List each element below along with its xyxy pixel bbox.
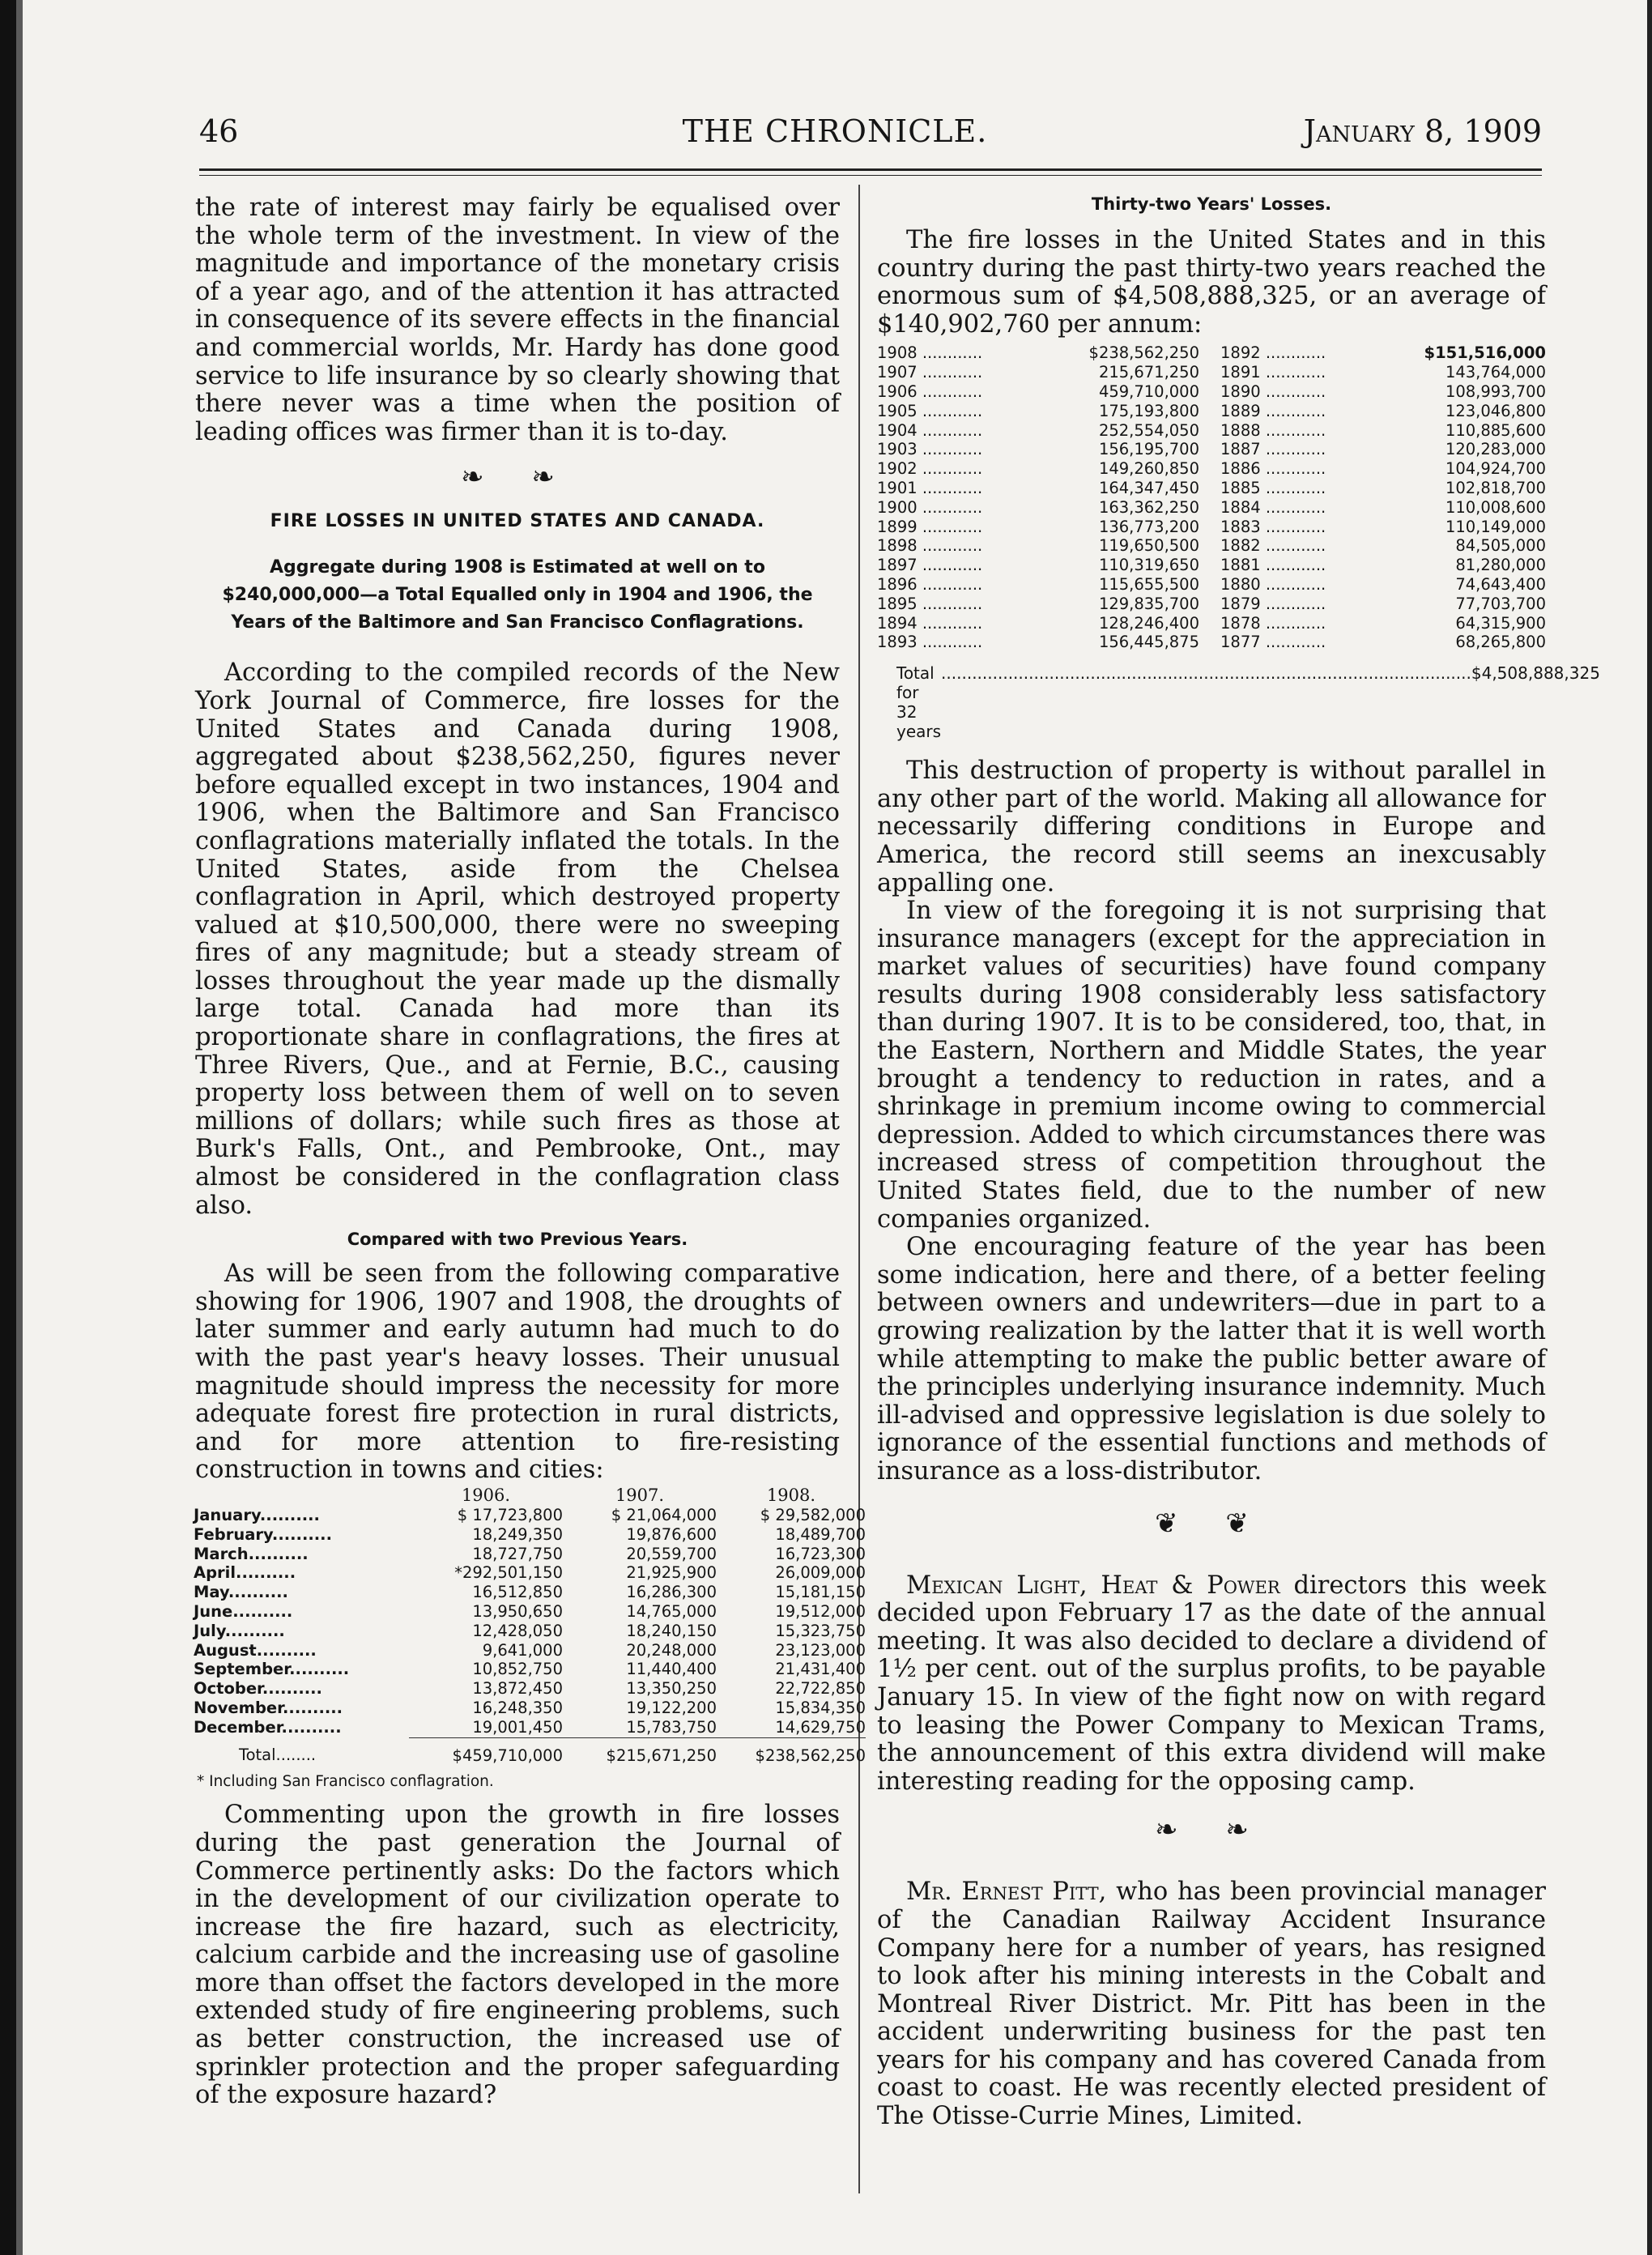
table-cell: 22,722,850 [775, 1679, 866, 1699]
table-cell: 16,248,350 [472, 1698, 563, 1717]
month-label: May [194, 1583, 228, 1602]
table-cell: 19,001,450 [472, 1717, 563, 1737]
section-heading: Thirty-two Years' Losses. [1091, 194, 1332, 214]
right-column [877, 194, 1600, 2131]
table-cell: 20,559,700 [626, 1544, 717, 1563]
table-row [877, 343, 1546, 363]
month-cell: October.......... [194, 1679, 322, 1699]
table-cell: 110,008,600 [1445, 497, 1546, 517]
table-row [194, 1641, 866, 1660]
table-cell: 143,764,000 [1445, 363, 1546, 382]
paragraph: According to the compiled records of the New York Journal of Commerce, fire losses for the United States and Canada during 1908, aggregated about $238,562,250, figures never before equalled except in two instances, 1904 and 1906, when the Baltimore and San Francisco conflagrations materially inflated the totals. In the United States, aside from the Chelsea conflagration in April, which destroyed property valued at $10,500,000, there were no sweeping fires of any magnitude; but a steady stream of losses throughout the year made up the dismally large total. Canada had more than its proportionate share in conflagrations, the fires at Three Rivers, Que., and at Fernie, B.C., causing property loss between them of well on to seven millions of dollars; while such fires as those at Burk's Falls, Ont., and Pembrooke, Ont., may almost be considered in the conflagration class also. [195, 659, 840, 1220]
table-cell: $459,710,000 [409, 1737, 563, 1765]
table-cell: 64,315,900 [1455, 613, 1546, 633]
year-cell: 1905 ............ [877, 401, 983, 420]
table-cell: 110,885,600 [1445, 420, 1546, 440]
year-cell: 1901 ............ [877, 478, 983, 497]
year-header: 1908. [766, 1485, 816, 1505]
newspaper-page [23, 0, 1647, 2255]
year-label: 1884 [1220, 497, 1261, 517]
scan-right-edge [1647, 0, 1652, 2255]
year-label: 1895 [877, 594, 918, 613]
month-cell: January.......... [194, 1505, 320, 1524]
year-label: 1886 [1220, 459, 1261, 479]
total-label: Total for 32 years [896, 663, 942, 742]
table-cell: $238,562,250 [1088, 343, 1199, 363]
year-label: 1890 [1220, 382, 1261, 401]
year-label: 1898 [877, 536, 918, 556]
year-cell: 1885 ............ [1220, 478, 1326, 497]
paragraph: the rate of interest may fairly be equalised over the whole term of the investment. In view of the magnitude and importance of the monetary crisis of a year ago, and of the attention it has attracted in consequence of its severe effects in the financial and commercial worlds, Mr. Hardy has done good service to life insurance by so clearly showing that there never was a time when the position of leading offices was firmer than it is to-day. [195, 194, 840, 446]
year-cell: 1898 ............ [877, 536, 983, 556]
paragraph: The fire losses in the United States and in this country during the past thirty-two years reached the enormous sum of $4,508,888,325, or an average of $140,902,760 per annum: [877, 226, 1546, 339]
table-row [194, 1679, 866, 1699]
scan-left-edge [0, 0, 16, 2255]
table-cell: $ 17,723,800 [457, 1505, 563, 1524]
publication-title: THE CHRONICLE. [682, 113, 988, 149]
column-divider [858, 185, 860, 2193]
table-row [877, 421, 1546, 441]
year-label: 1900 [877, 497, 918, 517]
year-label: 1897 [877, 556, 918, 575]
year-label: 1904 [877, 420, 918, 440]
lead-in: Mr. Ernest Pitt [906, 1878, 1099, 1907]
leader-dots: ....................................................................................................... [941, 663, 1471, 684]
page-number: 46 [199, 113, 239, 149]
year-cell: 1892 ............ [1220, 343, 1326, 363]
table-cell: 459,710,000 [1098, 382, 1199, 401]
table-cell: $ 29,582,000 [760, 1505, 866, 1524]
table-cell: 149,260,850 [1098, 459, 1199, 479]
article-subheading: Aggregate during 1908 is Estimated at well on to $240,000,000—a Total Equalled only in 1904 and 1906, the Years of the Baltimore and San Francisco Conflagrations. [222, 557, 813, 633]
left-column [194, 194, 866, 2110]
table-cell: 13,872,450 [472, 1679, 563, 1699]
year-label: 1891 [1220, 363, 1261, 382]
year-cell: 1877 ............ [1220, 633, 1326, 652]
year-label: 1906 [877, 382, 918, 401]
table-cell: 175,193,800 [1098, 401, 1199, 420]
table-cell: 21,431,400 [775, 1660, 866, 1679]
table-cell: $238,562,250 [717, 1737, 866, 1765]
table-row [877, 363, 1546, 382]
table-cell: 120,283,000 [1445, 440, 1546, 459]
table-row [194, 1545, 866, 1564]
table-cell: 123,046,800 [1445, 401, 1546, 420]
year-label: 1888 [1220, 420, 1261, 440]
header-rule [199, 168, 1542, 171]
table-cell: 18,489,700 [775, 1524, 866, 1544]
table-cell: 129,835,700 [1098, 594, 1199, 613]
month-label: February [194, 1524, 272, 1544]
table-cell: 108,993,700 [1445, 382, 1546, 401]
article-heading: FIRE LOSSES IN UNITED STATES AND CANADA. [270, 511, 765, 532]
table-cell: 102,818,700 [1445, 478, 1546, 497]
table-cell: 18,249,350 [472, 1524, 563, 1544]
table-row [194, 1583, 866, 1602]
table-row [877, 518, 1546, 537]
table-cell: 23,123,000 [775, 1640, 866, 1660]
year-cell: 1902 ............ [877, 459, 983, 479]
ornament: ❧ ❧ [461, 461, 574, 494]
year-header: 1907. [615, 1485, 665, 1505]
table-row [877, 382, 1546, 402]
table-cell: 11,440,400 [626, 1660, 717, 1679]
year-label: 1892 [1220, 343, 1261, 363]
year-cell: 1882 ............ [1220, 536, 1326, 556]
month-cell: March.......... [194, 1544, 309, 1563]
year-cell: 1893 ............ [877, 633, 983, 652]
table-cell: 156,445,875 [1098, 633, 1199, 652]
paragraph: In view of the foregoing it is not surprising that insurance managers (except for the appreciation in market values of securities) have found company results during 1908 considerably less satisfactory than during 1907. It is to be considered, too, that, in the Eastern, Northern and Middle States, the year brought a tendency to reduction in rates, and a shrinkage in premium income owing to commercial depression. Added to which circumstances there was increased stress of competition throughout the United States field, due to the number of new companies organized. [877, 897, 1546, 1234]
total-label: Total [239, 1746, 276, 1765]
table-cell: 16,512,850 [472, 1583, 563, 1602]
table-cell: 115,655,500 [1098, 574, 1199, 594]
table-cell: 19,876,600 [626, 1524, 717, 1544]
year-label: 1902 [877, 459, 918, 479]
year-label: 1907 [877, 363, 918, 382]
table-cell: 26,009,000 [775, 1563, 866, 1583]
grand-total-line [896, 663, 1600, 742]
table-total-row: Total........ $459,710,000 $215,671,250 $238,562,250 [194, 1737, 866, 1765]
table-row [877, 614, 1546, 633]
table-cell: 16,286,300 [626, 1583, 717, 1602]
month-cell: September.......... [194, 1660, 350, 1679]
paragraph: As will be seen from the following comparative showing for 1906, 1907 and 1908, the droughts of later summer and early autumn had much to do with the past year's heavy losses. Their unusual magnitude should impress the necessity for more adequate forest fire protection in rural districts, and for more attention to fire-resisting construction in towns and cities: [195, 1260, 840, 1485]
table-row [877, 479, 1546, 498]
year-cell: 1887 ............ [1220, 440, 1326, 459]
year-label: 1878 [1220, 613, 1261, 633]
table-cell: *292,501,150 [454, 1563, 563, 1583]
year-cell: 1899 ............ [877, 517, 983, 536]
table-row [877, 575, 1546, 595]
issue-date: January 8, 1909 [1303, 113, 1542, 149]
table-row [194, 1602, 866, 1622]
year-cell: 1896 ............ [877, 574, 983, 594]
year-cell: 1878 ............ [1220, 613, 1326, 633]
table-cell: 156,195,700 [1098, 440, 1199, 459]
table-cell: 18,727,750 [472, 1544, 563, 1563]
table-row [194, 1563, 866, 1583]
table-cell: 18,240,150 [626, 1621, 717, 1640]
table-cell: 19,122,200 [626, 1698, 717, 1717]
year-label: 1894 [877, 613, 918, 633]
table-cell: 12,428,050 [472, 1621, 563, 1640]
table-cell: 84,505,000 [1455, 536, 1546, 556]
year-label: 1889 [1220, 401, 1261, 420]
table-cell: 119,650,500 [1098, 536, 1199, 556]
year-label: 1908 [877, 343, 918, 363]
month-label: July [194, 1621, 225, 1640]
table-cell: 252,554,050 [1098, 420, 1199, 440]
year-cell: 1904 ............ [877, 420, 983, 440]
year-label: 1883 [1220, 517, 1261, 536]
table-cell: 13,350,250 [626, 1679, 717, 1699]
paragraph: One encouraging feature of the year has been some indication, here and there, of a better feeling between owners and undewriters—due in part to a growing realization by the latter that it is well worth while attempting to make the public better aware of the principles underlying insurance indemnity. Much ill-advised and oppressive legislation is due solely to ignorance of the essential functions and methods of insurance as a loss-distributor. [877, 1233, 1546, 1486]
annual-losses-table [877, 343, 1546, 652]
table-cell: $215,671,250 [563, 1737, 717, 1765]
paragraph-body: , who has been provincial manager of the Canadian Railway Accident Insurance Company here for a number of years, has resigned to look after his mining interests in the Cobalt and Montreal River District. Mr. Pitt has been in the accident underwriting business for the past ten years for his company and has covered Canada from coast to coast. He was recently elected president of The Otisse-Currie Mines, Limited. [877, 1878, 1546, 2131]
table-cell: 104,924,700 [1445, 459, 1546, 479]
monthly-losses-table [194, 1485, 866, 1765]
month-cell: December.......... [194, 1717, 342, 1737]
month-cell: August.......... [194, 1640, 317, 1660]
year-cell: 1903 ............ [877, 440, 983, 459]
year-label: 1881 [1220, 556, 1261, 575]
table-cell: 14,629,750 [775, 1717, 866, 1737]
table-cell: $ 21,064,000 [611, 1505, 717, 1524]
month-label: January [194, 1505, 260, 1524]
year-label: 1893 [877, 633, 918, 652]
table-row [194, 1718, 866, 1737]
table-cell: 128,246,400 [1098, 613, 1199, 633]
year-cell: 1883 ............ [1220, 517, 1326, 536]
table-cell: 215,671,250 [1098, 363, 1199, 382]
table-cell: 16,723,300 [775, 1544, 866, 1563]
month-cell: April.......... [194, 1563, 296, 1583]
table-cell: 10,852,750 [472, 1660, 563, 1679]
month-cell: June.......... [194, 1601, 293, 1621]
table-cell: 81,280,000 [1455, 556, 1546, 575]
year-label: 1887 [1220, 440, 1261, 459]
table-cell: 21,925,900 [626, 1563, 717, 1583]
table-row [194, 1506, 866, 1525]
year-cell: 1907 ............ [877, 363, 983, 382]
table-cell: 19,512,000 [775, 1601, 866, 1621]
paragraph [877, 1878, 1546, 2130]
year-cell: 1895 ............ [877, 594, 983, 613]
ornament: ❦ ❦ [1155, 1507, 1268, 1540]
table-footnote: * Including San Francisco conflagration. [197, 1773, 494, 1791]
month-cell: July.......... [194, 1621, 285, 1640]
year-cell: 1890 ............ [1220, 382, 1326, 401]
table-row [877, 402, 1546, 421]
year-cell: 1894 ............ [877, 613, 983, 633]
year-label: 1896 [877, 574, 918, 594]
table-row [194, 1660, 866, 1679]
table-row [877, 459, 1546, 479]
year-cell: 1891 ............ [1220, 363, 1326, 382]
year-label: 1885 [1220, 478, 1261, 497]
paragraph-body: directors this week decided upon February 17 as the date of the annual meeting. It was also decided to declare a dividend of 1½ per cent. out of the surplus profits, to be payable January 15. In view of the fight now on with regard to leasing the Power Company to Mexican Trams, the announcement of this extra dividend will make interesting reading for the opposing camp. [877, 1571, 1546, 1796]
table-row [877, 633, 1546, 652]
year-cell: 1888 ............ [1220, 420, 1326, 440]
year-label: 1879 [1220, 594, 1261, 613]
year-header: 1906. [461, 1485, 511, 1505]
month-label: March [194, 1544, 249, 1563]
table-cell: 9,641,000 [482, 1640, 563, 1660]
table-cell: $151,516,000 [1424, 343, 1546, 363]
table-cell: 136,773,200 [1098, 517, 1199, 536]
month-cell: February.......... [194, 1524, 332, 1544]
year-label: 1905 [877, 401, 918, 420]
table-cell: 110,149,000 [1445, 517, 1546, 536]
table-row [194, 1525, 866, 1545]
total-value: $4,508,888,325 [1471, 663, 1600, 684]
month-label: April [194, 1563, 236, 1583]
ornament: ❧ ❧ [1155, 1814, 1268, 1847]
table-cell: 15,834,350 [775, 1698, 866, 1717]
table-cell: 110,319,650 [1098, 556, 1199, 575]
table-row [877, 536, 1546, 556]
table-cell: 20,248,000 [626, 1640, 717, 1660]
paragraph [877, 1572, 1546, 1797]
month-label: June [194, 1601, 233, 1621]
year-cell: 1900 ............ [877, 497, 983, 517]
year-label: 1903 [877, 440, 918, 459]
section-subheading: Compared with two Previous Years. [347, 1230, 688, 1250]
year-label: 1901 [877, 478, 918, 497]
table-row [194, 1622, 866, 1641]
year-cell: 1879 ............ [1220, 594, 1326, 613]
month-label: December [194, 1717, 282, 1737]
year-cell: 1908 ............ [877, 343, 983, 363]
year-cell: 1906 ............ [877, 382, 983, 401]
month-label: September [194, 1660, 290, 1679]
table-row [877, 595, 1546, 614]
month-cell: November.......... [194, 1698, 343, 1717]
month-cell: May.......... [194, 1583, 288, 1602]
table-cell: 13,950,650 [472, 1601, 563, 1621]
table-header-row [194, 1485, 866, 1506]
paragraph: Commenting upon the growth in fire losses during the past generation the Journal of Commerce pertinently asks: Do the factors which in the development of our civilization operate to increase the fire hazard, such as electricity, calcium carbide and the increasing use of gasoline more than offset the factors developed in the more extended study of fire engineering problems, such as better construction, the increased use of sprinkler protection and the proper safeguarding of the exposure hazard? [195, 1801, 840, 2110]
table-cell: 15,323,750 [775, 1621, 866, 1640]
year-cell: 1889 ............ [1220, 401, 1326, 420]
page-header [23, 113, 1647, 162]
year-cell: 1881 ............ [1220, 556, 1326, 575]
month-label: October [194, 1679, 262, 1699]
table-cell: 68,265,800 [1455, 633, 1546, 652]
table-cell: 74,643,400 [1455, 574, 1546, 594]
year-cell: 1897 ............ [877, 556, 983, 575]
month-label: August [194, 1640, 257, 1660]
table-row [877, 498, 1546, 518]
scan-left-shadow [16, 0, 23, 2255]
year-label: 1877 [1220, 633, 1261, 652]
year-cell: 1886 ............ [1220, 459, 1326, 479]
lead-in: Mexican Light, Heat & Power [906, 1571, 1280, 1600]
table-row [194, 1699, 866, 1718]
month-label: November [194, 1698, 283, 1717]
header-rule-thin [199, 175, 1542, 176]
table-cell: 77,703,700 [1455, 594, 1546, 613]
table-row [877, 556, 1546, 575]
year-cell: 1884 ............ [1220, 497, 1326, 517]
paragraph: This destruction of property is without parallel in any other part of the world. Making all allowance for necessarily differing conditions in Europe and America, the record still seems an inexcusably appalling one. [877, 757, 1546, 897]
year-cell: 1880 ............ [1220, 574, 1326, 594]
year-label: 1880 [1220, 574, 1261, 594]
table-cell: 15,783,750 [626, 1717, 717, 1737]
table-cell: 164,347,450 [1098, 478, 1199, 497]
table-cell: 15,181,150 [775, 1583, 866, 1602]
table-cell: 163,362,250 [1098, 497, 1199, 517]
year-label: 1899 [877, 517, 918, 536]
table-cell: 14,765,000 [626, 1601, 717, 1621]
table-row [877, 440, 1546, 459]
year-label: 1882 [1220, 536, 1261, 556]
